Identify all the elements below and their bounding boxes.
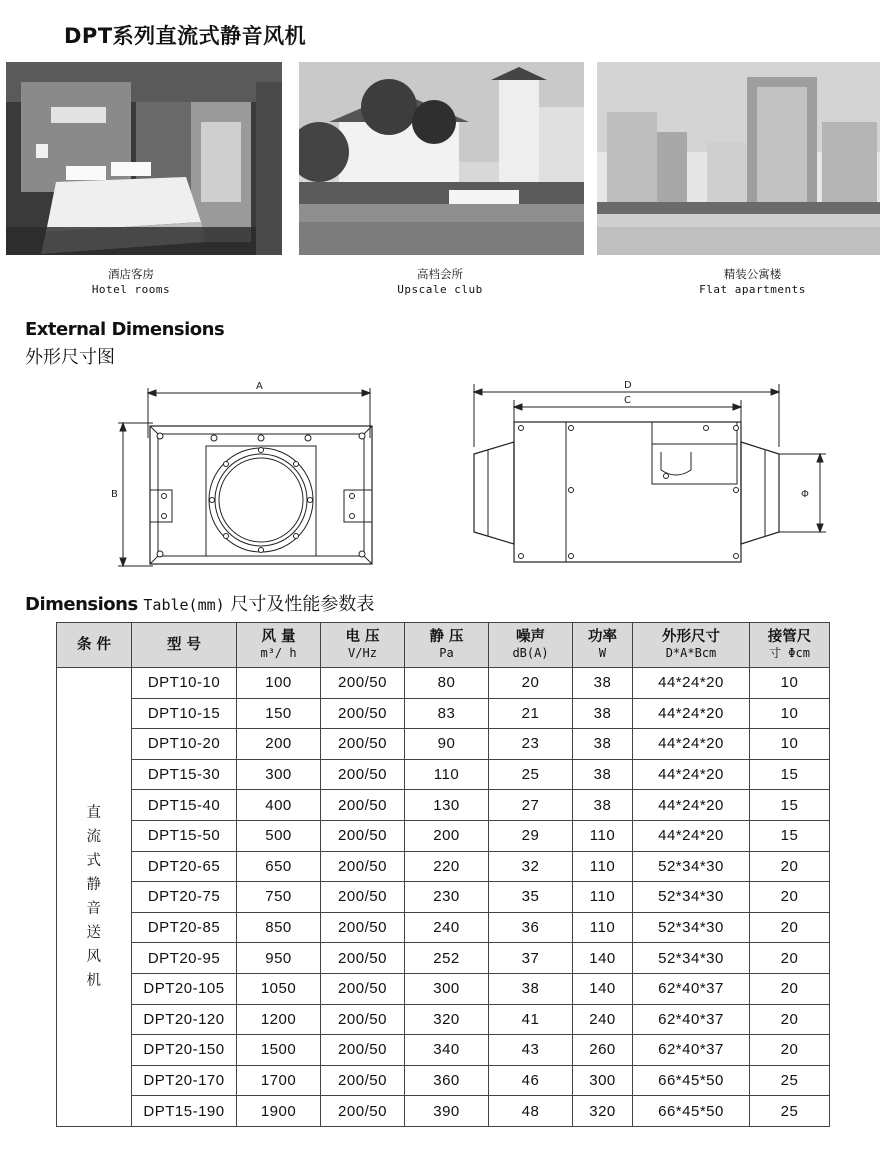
table-cell: 360 bbox=[405, 1065, 489, 1096]
table-cell: 750 bbox=[237, 882, 321, 913]
table-row bbox=[57, 882, 830, 913]
table-cell: 15 bbox=[750, 790, 830, 821]
table-cell: 140 bbox=[573, 973, 633, 1004]
side-view-drawing bbox=[466, 372, 841, 572]
model-cell: DPT15-190 bbox=[132, 1096, 237, 1127]
page-title: DPT系列直流式静音风机 bbox=[64, 24, 307, 48]
table-cell: 10 bbox=[750, 729, 830, 760]
column-header-unit: dB(A) bbox=[512, 646, 549, 660]
table-cell: 20 bbox=[750, 943, 830, 974]
table-cell: 52*34*30 bbox=[633, 912, 750, 943]
table-cell: 66*45*50 bbox=[633, 1096, 750, 1127]
table-cell: 44*24*20 bbox=[633, 820, 750, 851]
table-cell: 200/50 bbox=[321, 912, 405, 943]
model-cell: DPT20-75 bbox=[132, 882, 237, 913]
column-header-unit: D*A*Bcm bbox=[665, 646, 717, 660]
front-view-drawing bbox=[108, 378, 388, 583]
column-header-unit: m³/ h bbox=[260, 646, 297, 660]
column-header-label: 外形尺寸 bbox=[662, 629, 720, 645]
table-cell: 110 bbox=[405, 759, 489, 790]
model-cell: DPT10-20 bbox=[132, 729, 237, 760]
dim-d-label: D bbox=[624, 380, 632, 391]
table-cell: 200/50 bbox=[321, 759, 405, 790]
table-cell: 20 bbox=[750, 912, 830, 943]
table-cell: 200/50 bbox=[321, 973, 405, 1004]
table-cell: 44*24*20 bbox=[633, 729, 750, 760]
table-row bbox=[57, 1004, 830, 1035]
table-cell: 400 bbox=[237, 790, 321, 821]
table-header-row bbox=[57, 623, 830, 668]
table-cell: 200/50 bbox=[321, 943, 405, 974]
table-cell: 80 bbox=[405, 668, 489, 699]
table-cell: 21 bbox=[489, 698, 573, 729]
spec-table bbox=[56, 622, 830, 1127]
flat-apartments-photo bbox=[597, 62, 880, 255]
table-row bbox=[57, 729, 830, 760]
table-cell: 200/50 bbox=[321, 1096, 405, 1127]
table-cell: 200 bbox=[237, 729, 321, 760]
model-cell: DPT20-120 bbox=[132, 1004, 237, 1035]
table-cell: 200/50 bbox=[321, 882, 405, 913]
table-cell: 38 bbox=[573, 759, 633, 790]
condition-cell: 直 流 式 静 音 送 风 机 bbox=[57, 668, 132, 1127]
column-header-unit: W bbox=[598, 646, 607, 660]
table-cell: 20 bbox=[750, 973, 830, 1004]
caption-hotel-rooms bbox=[6, 266, 256, 298]
model-cell: DPT10-15 bbox=[132, 698, 237, 729]
model-cell: DPT20-85 bbox=[132, 912, 237, 943]
table-cell: 1050 bbox=[237, 973, 321, 1004]
column-header bbox=[132, 623, 237, 668]
table-row bbox=[57, 820, 830, 851]
table-cell: 1700 bbox=[237, 1065, 321, 1096]
column-header-label: 条 件 bbox=[76, 637, 112, 653]
column-header-label: 功率 bbox=[588, 629, 617, 645]
table-cell: 300 bbox=[237, 759, 321, 790]
column-header-label: 型 号 bbox=[166, 637, 202, 653]
column-header bbox=[573, 623, 633, 668]
column-header bbox=[57, 623, 132, 668]
dim-phi-label: Φ bbox=[801, 489, 809, 500]
table-cell: 44*24*20 bbox=[633, 759, 750, 790]
table-cell: 150 bbox=[237, 698, 321, 729]
table-cell: 52*34*30 bbox=[633, 851, 750, 882]
table-cell: 38 bbox=[573, 668, 633, 699]
table-cell: 38 bbox=[573, 790, 633, 821]
table-cell: 340 bbox=[405, 1035, 489, 1066]
table-cell: 20 bbox=[489, 668, 573, 699]
caption-flat-apartments bbox=[620, 266, 885, 298]
table-cell: 10 bbox=[750, 668, 830, 699]
model-cell: DPT20-170 bbox=[132, 1065, 237, 1096]
upscale-club-photo bbox=[299, 62, 584, 255]
table-cell: 1200 bbox=[237, 1004, 321, 1035]
caption-en: Hotel rooms bbox=[91, 283, 171, 296]
table-cell: 44*24*20 bbox=[633, 698, 750, 729]
model-cell: DPT15-30 bbox=[132, 759, 237, 790]
table-cell: 36 bbox=[489, 912, 573, 943]
table-cell: 200/50 bbox=[321, 668, 405, 699]
table-cell: 41 bbox=[489, 1004, 573, 1035]
table-cell: 66*45*50 bbox=[633, 1065, 750, 1096]
table-row bbox=[57, 668, 830, 699]
table-cell: 110 bbox=[573, 820, 633, 851]
table-row bbox=[57, 851, 830, 882]
table-cell: 32 bbox=[489, 851, 573, 882]
table-cell: 46 bbox=[489, 1065, 573, 1096]
table-cell: 10 bbox=[750, 698, 830, 729]
table-cell: 20 bbox=[750, 1035, 830, 1066]
table-cell: 140 bbox=[573, 943, 633, 974]
table-cell: 200 bbox=[405, 820, 489, 851]
table-cell: 500 bbox=[237, 820, 321, 851]
table-cell: 20 bbox=[750, 851, 830, 882]
column-header bbox=[237, 623, 321, 668]
caption-zh: 酒店客房 bbox=[108, 267, 154, 281]
table-cell: 23 bbox=[489, 729, 573, 760]
column-header bbox=[489, 623, 573, 668]
table-cell: 25 bbox=[750, 1096, 830, 1127]
model-cell: DPT20-150 bbox=[132, 1035, 237, 1066]
column-header-label: 电 压 bbox=[345, 629, 380, 645]
table-cell: 29 bbox=[489, 820, 573, 851]
table-cell: 25 bbox=[489, 759, 573, 790]
table-cell: 35 bbox=[489, 882, 573, 913]
table-row bbox=[57, 698, 830, 729]
dimensions-table-heading bbox=[25, 590, 374, 616]
table-cell: 15 bbox=[750, 820, 830, 851]
table-cell: 200/50 bbox=[321, 729, 405, 760]
table-cell: 240 bbox=[405, 912, 489, 943]
table-cell: 130 bbox=[405, 790, 489, 821]
table-row bbox=[57, 759, 830, 790]
table-cell: 20 bbox=[750, 882, 830, 913]
table-cell: 62*40*37 bbox=[633, 1035, 750, 1066]
table-cell: 20 bbox=[750, 1004, 830, 1035]
table-cell: 200/50 bbox=[321, 698, 405, 729]
table-cell: 110 bbox=[573, 851, 633, 882]
table-cell: 650 bbox=[237, 851, 321, 882]
column-header-label: 接管尺 bbox=[767, 629, 812, 645]
column-header-unit: V/Hz bbox=[348, 646, 377, 660]
table-row bbox=[57, 912, 830, 943]
table-cell: 38 bbox=[573, 698, 633, 729]
table-cell: 300 bbox=[573, 1065, 633, 1096]
table-cell: 110 bbox=[573, 912, 633, 943]
table-cell: 52*34*30 bbox=[633, 943, 750, 974]
table-row bbox=[57, 1096, 830, 1127]
table-row bbox=[57, 943, 830, 974]
table-cell: 44*24*20 bbox=[633, 790, 750, 821]
table-cell: 110 bbox=[573, 882, 633, 913]
model-cell: DPT15-40 bbox=[132, 790, 237, 821]
table-cell: 37 bbox=[489, 943, 573, 974]
table-cell: 38 bbox=[489, 973, 573, 1004]
table-cell: 62*40*37 bbox=[633, 973, 750, 1004]
table-cell: 230 bbox=[405, 882, 489, 913]
table-cell: 1500 bbox=[237, 1035, 321, 1066]
external-dimensions-subheading: 外形尺寸图 bbox=[25, 347, 115, 368]
table-cell: 200/50 bbox=[321, 851, 405, 882]
column-header bbox=[750, 623, 830, 668]
model-cell: DPT20-105 bbox=[132, 973, 237, 1004]
table-cell: 260 bbox=[573, 1035, 633, 1066]
table-cell: 240 bbox=[573, 1004, 633, 1035]
caption-zh: 精装公寓楼 bbox=[723, 267, 782, 281]
table-cell: 43 bbox=[489, 1035, 573, 1066]
dim-a-label: A bbox=[256, 381, 263, 392]
table-cell: 25 bbox=[750, 1065, 830, 1096]
table-cell: 38 bbox=[573, 729, 633, 760]
model-cell: DPT20-65 bbox=[132, 851, 237, 882]
table-heading-zh: 尺寸及性能参数表 bbox=[230, 594, 375, 615]
table-cell: 200/50 bbox=[321, 820, 405, 851]
table-cell: 200/50 bbox=[321, 1035, 405, 1066]
table-cell: 252 bbox=[405, 943, 489, 974]
caption-en: Flat apartments bbox=[699, 283, 806, 296]
column-header bbox=[633, 623, 750, 668]
table-row bbox=[57, 1065, 830, 1096]
caption-en: Upscale club bbox=[397, 283, 483, 296]
table-cell: 52*34*30 bbox=[633, 882, 750, 913]
table-cell: 320 bbox=[573, 1096, 633, 1127]
table-cell: 100 bbox=[237, 668, 321, 699]
table-row bbox=[57, 973, 830, 1004]
table-cell: 320 bbox=[405, 1004, 489, 1035]
model-cell: DPT20-95 bbox=[132, 943, 237, 974]
table-cell: 200/50 bbox=[321, 1065, 405, 1096]
table-cell: 27 bbox=[489, 790, 573, 821]
table-cell: 62*40*37 bbox=[633, 1004, 750, 1035]
table-cell: 200/50 bbox=[321, 1004, 405, 1035]
column-header-label: 噪声 bbox=[516, 629, 545, 645]
table-heading-en-bold: Dimensions bbox=[25, 594, 138, 615]
table-cell: 950 bbox=[237, 943, 321, 974]
model-cell: DPT10-10 bbox=[132, 668, 237, 699]
table-cell: 300 bbox=[405, 973, 489, 1004]
table-cell: 390 bbox=[405, 1096, 489, 1127]
table-cell: 220 bbox=[405, 851, 489, 882]
table-cell: 200/50 bbox=[321, 790, 405, 821]
caption-upscale-club bbox=[310, 266, 570, 298]
table-cell: 44*24*20 bbox=[633, 668, 750, 699]
column-header-unit: Pa bbox=[439, 646, 454, 660]
external-dimensions-heading: External Dimensions bbox=[25, 319, 225, 340]
table-cell: 850 bbox=[237, 912, 321, 943]
table-cell: 90 bbox=[405, 729, 489, 760]
column-header-unit: 寸 Φcm bbox=[769, 646, 810, 660]
table-cell: 48 bbox=[489, 1096, 573, 1127]
column-header bbox=[405, 623, 489, 668]
table-cell: 83 bbox=[405, 698, 489, 729]
table-cell: 1900 bbox=[237, 1096, 321, 1127]
dim-c-label: C bbox=[624, 395, 631, 406]
hotel-room-photo bbox=[6, 62, 282, 255]
table-row bbox=[57, 790, 830, 821]
table-cell: 15 bbox=[750, 759, 830, 790]
column-header-label: 静 压 bbox=[429, 629, 464, 645]
model-cell: DPT15-50 bbox=[132, 820, 237, 851]
caption-zh: 高档会所 bbox=[417, 267, 463, 281]
table-heading-en-small: Table(mm) bbox=[143, 596, 225, 614]
table-row bbox=[57, 1035, 830, 1066]
dim-b-label: B bbox=[111, 489, 118, 500]
column-header bbox=[321, 623, 405, 668]
column-header-label: 风 量 bbox=[261, 629, 296, 645]
